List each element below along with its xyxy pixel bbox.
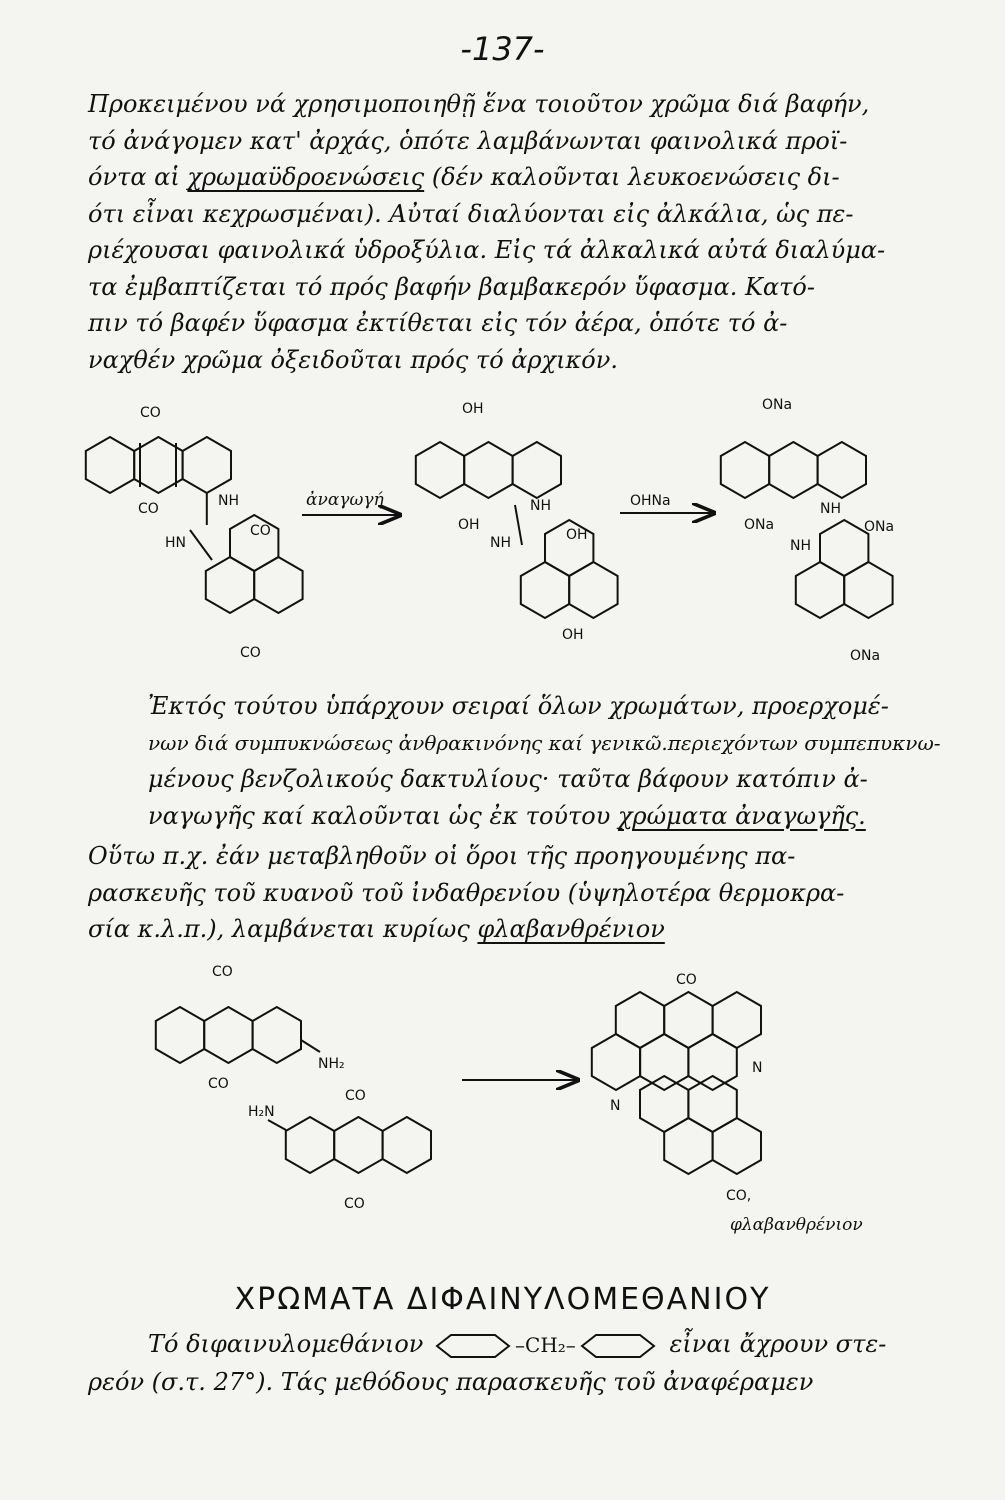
indanthrone-structure xyxy=(86,405,303,661)
label-co: CO xyxy=(140,405,161,421)
label-co: CO xyxy=(212,964,233,980)
text-line: πιν τό βαφέν ὕφασμα ἐκτίθεται εἰς τόν ἀέρα, ὁπότε τό ἀ- xyxy=(88,309,788,337)
label-nh: NH xyxy=(530,498,551,514)
underlined-term: χρωμαϋδροενώσεις xyxy=(187,163,425,191)
label-co: CO xyxy=(344,1196,365,1212)
label-ona: ONa xyxy=(744,517,775,533)
text-line: Ἐκτός τούτου ὑπάρχουν σειραί ὅλων χρωμάτων, προερχομέ- xyxy=(148,692,889,720)
text-line: τα ἐμβαπτίζεται τό πρός βαφήν βαμβακερόν ὕφασμα. Κατό- xyxy=(88,272,815,301)
label-nh2: NH₂ xyxy=(318,1056,345,1072)
label-nh: NH xyxy=(820,501,841,517)
text-line: νων διά συμπυκνώσεως ἀνθρακινόνης καί γενικῶ.περιεχόντων συμπεπυκνω- xyxy=(148,730,941,755)
label-co-comma: CO, xyxy=(726,1188,752,1204)
text-line xyxy=(88,159,968,196)
text-line: ριέχουσαι φαινολικά ὑδροξύλια. Εἰς τά ἀλκαλικά αὐτά διαλύμα- xyxy=(88,236,886,264)
label-ona: ONa xyxy=(864,519,895,535)
text-segment: Τό διφαινυλομεθάνιον xyxy=(148,1330,424,1358)
label-nh: NH xyxy=(790,538,811,554)
label-nh: NH xyxy=(490,535,511,551)
text-line: Οὕτω π.χ. ἐάν μεταβληθοῦν οἱ ὅροι τῆς προηγουμένης πα- xyxy=(88,842,796,870)
paragraph-vat-dyes xyxy=(148,688,978,834)
paragraph-reduction-intro xyxy=(88,86,968,378)
text-line: τό ἀνάγομεν κατ' ἀρχάς, ὁπότε λαμβάνωνται φαινολικά προϊ- xyxy=(88,126,848,155)
label-nh: NH xyxy=(218,493,239,509)
paragraph-diphenylmethane xyxy=(88,1326,978,1400)
label-co: CO xyxy=(676,972,697,988)
benzene-ring-icon xyxy=(578,1332,658,1360)
aminoanthraquinone-bottom xyxy=(248,1088,431,1212)
text-line: ρεόν (σ.τ. 27°). Τάς μεθόδους παρασκευῆς τοῦ ἀναφέραμεν xyxy=(88,1367,814,1396)
flavanthrone-reaction-scheme xyxy=(0,960,1005,1270)
text-line: ότι εἶναι κεχρωσμέναι). Αὐταί διαλύονται εἰς ἀλκάλια, ὡς πε- xyxy=(88,199,854,228)
paragraph-flavanthrone xyxy=(88,838,978,948)
label-ona: ONa xyxy=(850,648,881,664)
label-co: CO xyxy=(345,1088,366,1104)
text-line xyxy=(148,798,978,835)
label-ona: ONa xyxy=(762,397,793,413)
flavanthrone-structure xyxy=(592,972,863,1235)
product-name-flavanthrone: φλαβανθρένιον xyxy=(730,1215,863,1235)
text-line: ρασκευῆς τοῦ κυανοῦ τοῦ ἰνδαθρενίου (ὑψηλοτέρα θερμοκρα- xyxy=(88,878,845,907)
label-co: CO xyxy=(138,501,159,517)
reduction-reaction-scheme xyxy=(0,395,1005,675)
label-n: N xyxy=(752,1060,763,1076)
label-co: CO xyxy=(240,645,261,661)
label-h2n: H₂N xyxy=(248,1104,275,1120)
text-segment: ναγωγῆς καί καλοῦνται ὡς ἐκ τούτου xyxy=(148,801,618,830)
label-oh: OH xyxy=(562,627,584,643)
ch2-bridge: –CH₂– xyxy=(515,1333,576,1357)
text-segment: όντα αἱ xyxy=(88,163,188,191)
label-oh: OH xyxy=(566,527,588,543)
label-hn: HN xyxy=(165,535,186,551)
underlined-term: φλαβανθρένιον xyxy=(477,915,665,943)
label-oh: OH xyxy=(458,517,480,533)
page-number: -137- xyxy=(460,30,545,68)
label-co: CO xyxy=(208,1076,229,1092)
text-line: μένους βενζολικούς δακτυλίους· ταῦτα βάφουν κατόπιν ἀ- xyxy=(148,765,868,793)
text-line xyxy=(88,911,978,948)
section-heading: ΧΡΩΜΑΤΑ ΔΙΦΑΙΝΥΛΟΜΕΘΑΝΙΟΥ xyxy=(234,1282,771,1317)
text-line: Προκειμένου νά χρησιμοποιηθῇ ἕνα τοιοῦτον χρῶμα διά βαφήν, xyxy=(88,90,870,118)
arrow-label-ohna: OHNa xyxy=(630,493,671,509)
aminoanthraquinone-top xyxy=(156,964,345,1092)
sodium-salt-structure xyxy=(721,397,894,664)
text-line xyxy=(148,1326,978,1364)
arrow-label-reduction: ἀναγωγή xyxy=(306,490,384,510)
text-segment: (δέν καλοῦνται λευκοενώσεις δι- xyxy=(424,163,840,191)
text-segment: σία κ.λ.π.), λαμβάνεται κυρίως xyxy=(88,915,478,943)
leuco-compound-structure xyxy=(416,401,618,643)
text-segment: εἶναι ἄχρουν στε- xyxy=(669,1330,887,1358)
underlined-term: χρώματα ἀναγωγῆς. xyxy=(617,801,866,830)
benzene-ring-icon xyxy=(433,1332,513,1360)
label-co: CO xyxy=(250,523,271,539)
label-n: N xyxy=(610,1098,621,1114)
label-oh: OH xyxy=(462,401,484,417)
text-line: ναχθέν χρῶμα ὀξειδοῦται πρός τό ἀρχικόν. xyxy=(88,345,618,374)
